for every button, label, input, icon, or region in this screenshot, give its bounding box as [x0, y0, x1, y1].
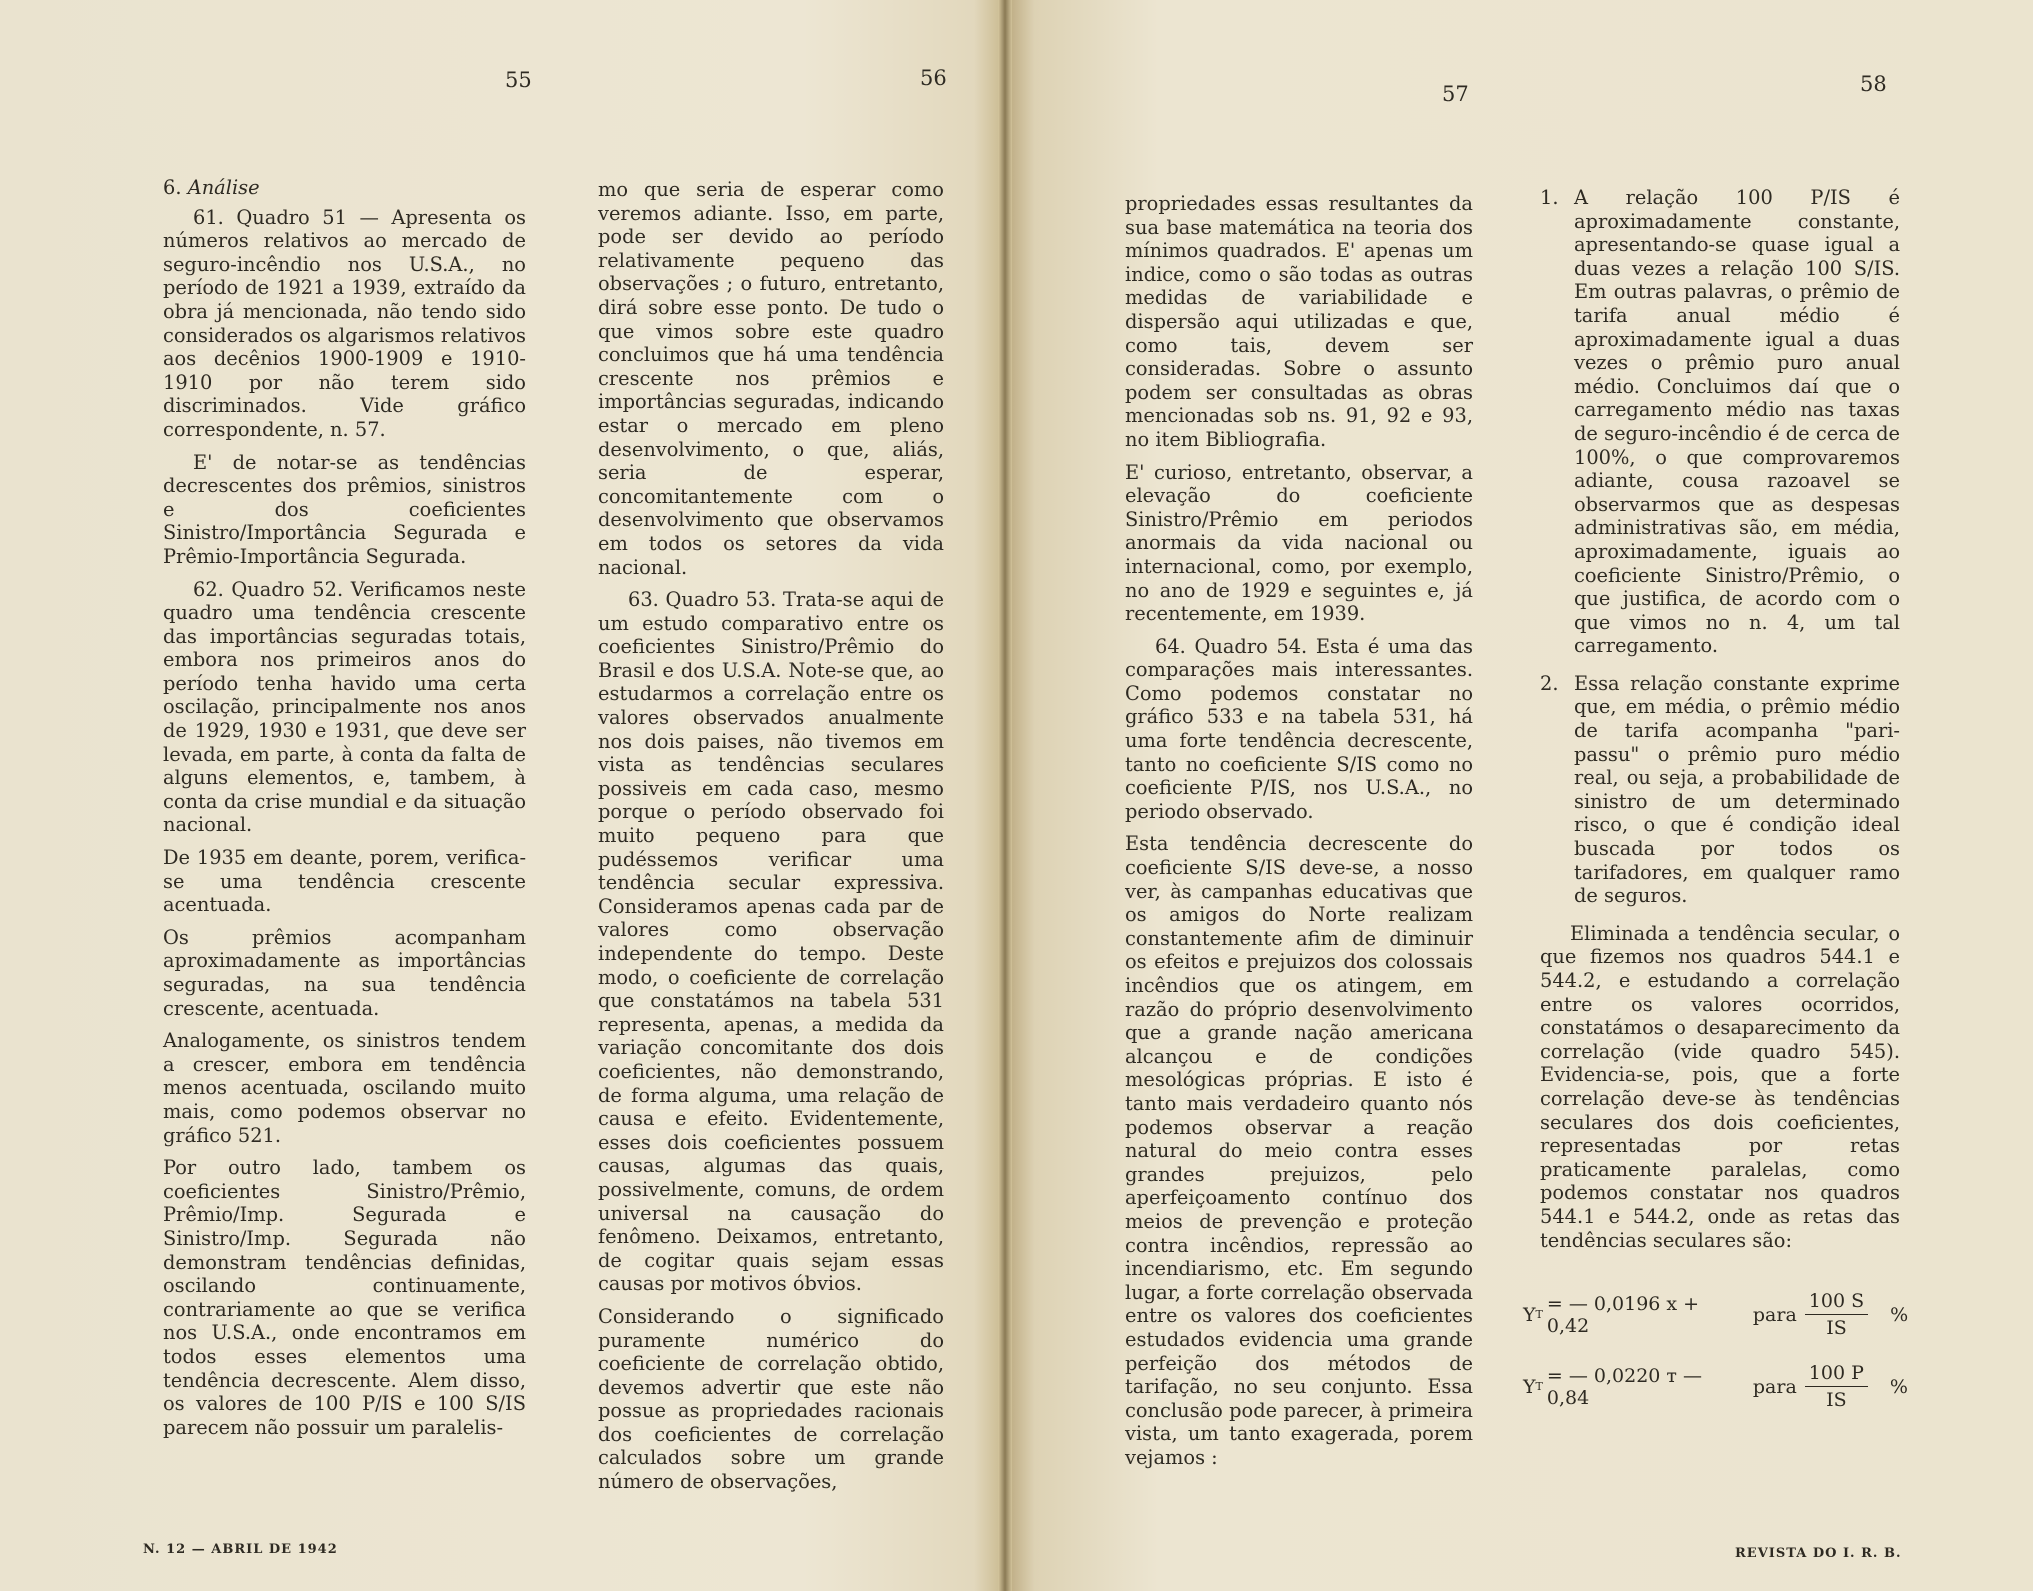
formula-subscript: T — [1535, 1308, 1543, 1321]
paragraph: mo que seria de esperar como veremos adiante. Isso, em parte, pode ser devido ao período relativamente pequeno das observações ; o futuro, entretanto, dirá sobre esse ponto. De tudo o que vimos sobre este quadro concluimos que há uma tendência crescente nos prêmios e importâncias seguradas, indicando estar o mercado em pleno desenvolvimento, o que, aliás, seria de esperar, concomitantemente com o desenvolvimento que observamos em todos os setores da vida nacional. — [598, 178, 944, 579]
fraction-denominator: IS — [1826, 1389, 1847, 1411]
page-number-57: 57 — [1442, 82, 1469, 106]
formula-lhs: Y — [1523, 1303, 1536, 1326]
column-page-58 — [1540, 186, 1900, 1261]
numbered-item — [1540, 672, 1900, 908]
paragraph: E' de notar-se as tendências decrescentes dos prêmios, sinistros e dos coeficientes Sinistro/Importância Segurada e Prêmio-Importância Segurada. — [163, 450, 526, 568]
footer-journal: REVISTA DO I. R. B. — [1735, 1546, 1902, 1561]
formula-fraction — [1805, 1290, 1868, 1339]
formula-expression: = — 0,0220 т — 0,84 — [1546, 1364, 1702, 1409]
item-number: 2. — [1540, 671, 1559, 695]
item-number: 1. — [1540, 186, 1559, 209]
item-text: Essa relação constante exprime que, em média, o prêmio médio de tarifa acompanha "pari-passu" o prêmio puro médio real, ou seja, a probabilidade de sinistro de um determinado risco, o que é condição ideal buscada por todos os tarifadores, em qualquer ramo de seguros. — [1574, 671, 1900, 908]
book-spine — [998, 0, 1012, 1591]
section-heading — [163, 176, 526, 200]
column-page-57 — [1125, 192, 1473, 1478]
paragraph: Por outro lado, tambem os coeficientes Sinistro/Prêmio, Prêmio/Imp. Segurada e Sinistro/Imp. Segurada não demonstram tendências definidas, oscilando continuamente, contrariamente ao que se verifica nos U.S.A., onde encontramos em todos esses elementos uma tendência decrescente. Alem disso, os valores de 100 P/IS e 100 S/IS parecem não possuir um paralelis- — [163, 1156, 526, 1439]
formula-fraction — [1805, 1362, 1868, 1411]
section-title: Análise — [187, 176, 260, 199]
formula-para: para — [1752, 1375, 1797, 1398]
formula-subscript: T — [1535, 1380, 1543, 1393]
paragraph: 63. Quadro 53. Trata-se aqui de um estudo comparativo entre os coeficientes Sinistro/Prêmio do Brasil e dos U.S.A. Note-se que, ao estudarmos a correlação entre os valores observados anualmente nos dois paises, não tivemos em vista as tendências seculares possiveis em cada caso, mesmo porque o período observado foi muito pequeno para que pudéssemos verificar uma tendência secular expressiva. Consideramos apenas cada par de valores como observação independente do tempo. Deste modo, o coeficiente de correlação que constatámos na tabela 531 representa, apenas, a medida da variação concomitante dos dois coeficientes, não demonstrando, de forma alguma, uma relação de causa e efeito. Evidentemente, esses dois coeficientes possuem causas, algumas das quais, possivelmente, comuns, de ordem universal na causação do fenômeno. Deixamos, entretanto, de cogitar quais sejam essas causas por motivos óbvios. — [598, 588, 944, 1296]
paragraph: E' curioso, entretanto, observar, a elevação do coeficiente Sinistro/Prêmio em periodos anormais da vida nacional ou internacional, como, por exemplo, no ano de 1929 e seguintes e, já recentemente, em 1939. — [1125, 460, 1473, 626]
numbered-item — [1540, 186, 1900, 658]
item-text: A relação 100 P/IS é aproximadamente constante, apresentando-se quase igual a duas vezes a relação 100 S/IS. Em outras palavras, o prêmio de tarifa anual médio é aproximadamente igual a duas vezes o prêmio puro anual médio. Concluimos daí que o carregamento médio nas taxas de seguro-incêndio é de cerca de 100%, o que comprovaremos adiante, cousa razoavel se observarmos que as despesas administrativas são, em média, aproximadamente, iguais ao coeficiente Sinistro/Prêmio, o que justifica, de acordo com o que vimos no n. 4, um tal carregamento. — [1574, 186, 1900, 658]
page-number-58: 58 — [1860, 72, 1887, 96]
page-number-56: 56 — [920, 66, 947, 90]
paragraph: Os prêmios acompanham aproximadamente as importâncias seguradas, na sua tendência crescente, acentuada. — [163, 925, 526, 1020]
paragraph: Eliminada a tendência secular, o que fizemos nos quadros 544.1 e 544.2, e estudando a correlação entre os valores ocorridos, constatámos o desaparecimento da correlação (vide quadro 545). Evidencia-se, pois, que a forte correlação deve-se às tendências seculares dos dois coeficientes, representadas por retas praticamente paralelas, como podemos constatar nos quadros 544.1 e 544.2, onde as retas das tendências seculares são: — [1540, 921, 1900, 1252]
formula-percent: % — [1889, 1375, 1908, 1398]
formula-lhs: Y — [1523, 1375, 1536, 1398]
formula-1 — [1523, 1290, 1908, 1339]
footer-issue: N. 12 — ABRIL DE 1942 — [143, 1542, 338, 1557]
column-page-56 — [598, 178, 944, 1503]
paragraph: 61. Quadro 51 — Apresenta os números relativos ao mercado de seguro-incêndio nos U.S.A., no período de 1921 a 1939, extraído da obra já mencionada, não tendo sido considerados os algarismos relativos aos decênios 1900-1909 e 1910-1910 por não terem sido discriminados. Vide gráfico correspondente, n. 57. — [163, 205, 526, 441]
paragraph: Esta tendência decrescente do coeficiente S/IS deve-se, a nosso ver, às campanhas educativas que os amigos do Norte realizam constantemente afim de diminuir os efeitos e prejuizos dos colossais incêndios que os atingem, em razão do próprio desenvolvimento que a grande nação americana alcançou e de condições mesológicas próprias. E isto é tanto mais verdadeiro quanto nós podemos observar a reação natural do meio contra esses grandes prejuizos, pelo aperfeiçoamento contínuo dos meios de prevenção e proteção contra incêndios, repressão ao incendiarismo, etc. Em segundo lugar, a forte correlação observada entre os valores dos coeficientes estudados evidencia uma grande perfeição dos métodos de tarifação, no seu conjunto. Essa conclusão pode parecer, à primeira vista, um tanto exagerada, porem vejamos : — [1125, 832, 1473, 1469]
fraction-numerator: 100 S — [1805, 1290, 1868, 1315]
formula-para: para — [1752, 1303, 1797, 1326]
page-number-55: 55 — [505, 68, 532, 92]
column-page-55 — [163, 176, 526, 1448]
fraction-denominator: IS — [1826, 1317, 1847, 1339]
formula-expression: = — 0,0196 x + 0,42 — [1546, 1292, 1700, 1337]
paragraph: 62. Quadro 52. Verificamos neste quadro uma tendência crescente das importâncias seguradas totais, embora nos primeiros anos do período tenha havido uma certa oscilação, principalmente nos anos de 1929, 1930 e 1931, que deve ser levada, em parte, à conta da falta de alguns elementos, e, tambem, à conta da crise mundial e da situação nacional. — [163, 577, 526, 837]
formula-percent: % — [1890, 1303, 1909, 1326]
paragraph: 64. Quadro 54. Esta é uma das comparações mais interessantes. Como podemos constatar no gráfico 533 e na tabela 531, há uma forte tendência decrescente, tanto no coeficiente S/IS como no coeficiente P/IS, nos U.S.A., no periodo observado. — [1125, 634, 1473, 823]
fraction-numerator: 100 P — [1805, 1362, 1868, 1387]
paragraph: Considerando o significado puramente numérico do coeficiente de correlação obtido, devemos advertir que este não possue as propriedades racionais dos coeficientes de correlação calculados sobre um grande número de observações, — [598, 1304, 944, 1494]
section-number: 6. — [163, 176, 182, 199]
paragraph: propriedades essas resultantes da sua base matemática na teoria dos mínimos quadrados. E' apenas um indice, como o são todas as outras medidas de variabilidade e dispersão aqui utilizadas e que, como tais, devem ser consideradas. Sobre o assunto podem ser consultadas as obras mencionadas sob ns. 91, 92 e 93, no item Bibliografia. — [1125, 192, 1473, 451]
paragraph: De 1935 em deante, porem, verifica-se uma tendência crescente acentuada. — [163, 846, 526, 917]
paragraph: Analogamente, os sinistros tendem a crescer, embora em tendência menos acentuada, oscilando muito mais, como podemos observar no gráfico 521. — [163, 1029, 526, 1147]
formula-2 — [1523, 1362, 1908, 1411]
